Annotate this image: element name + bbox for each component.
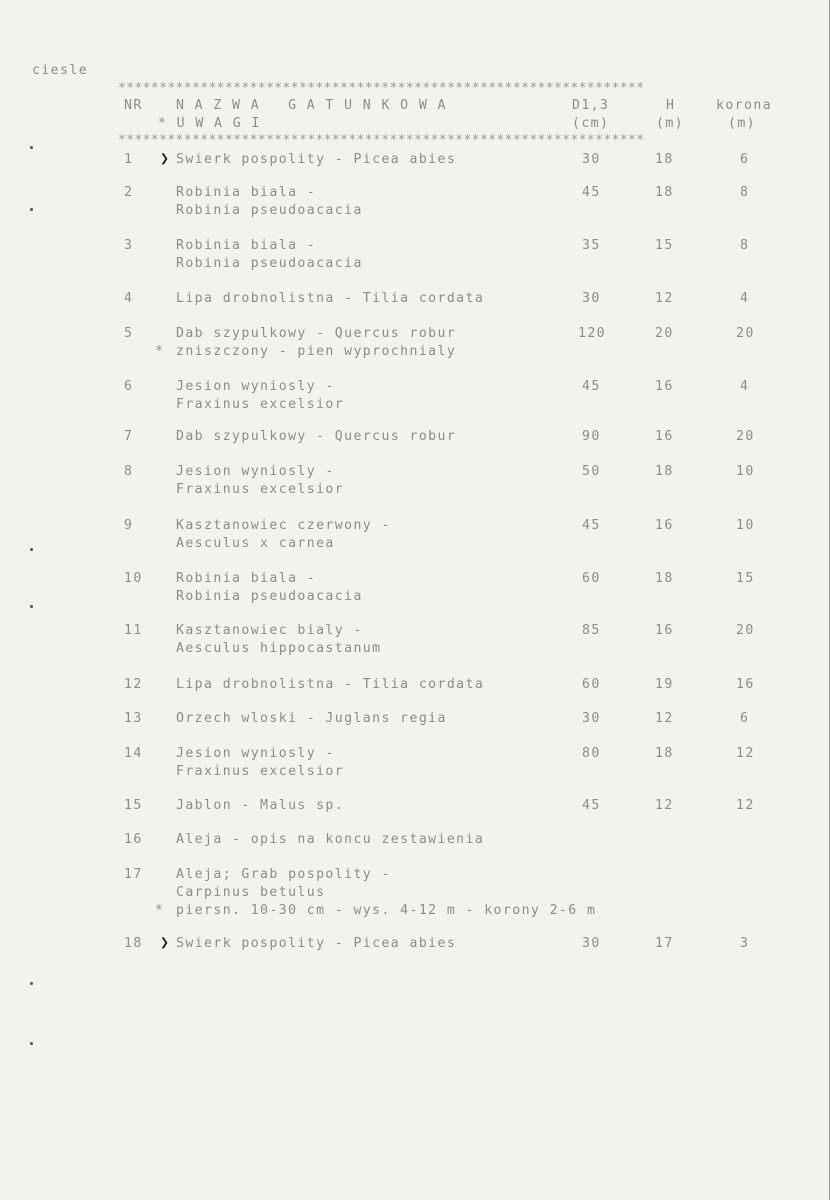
- row-number: 17: [124, 867, 143, 882]
- column-d13-unit: (cm): [572, 116, 610, 131]
- species-latin-name: Robinia pseudoacacia: [176, 589, 363, 604]
- table-row: [0, 428, 830, 468]
- row-number: 4: [124, 291, 134, 306]
- trunk-diameter: 45: [582, 798, 601, 813]
- species-latin-name: Fraxinus excelsior: [176, 397, 345, 412]
- tree-height: 18: [655, 571, 674, 586]
- margin-mark: [30, 605, 33, 608]
- trunk-diameter: 90: [582, 429, 601, 444]
- crown-width: 6: [740, 711, 750, 726]
- header-word: ciesle: [32, 63, 89, 78]
- margin-mark: [30, 1042, 33, 1045]
- species-name: Robinia biala -: [176, 571, 317, 586]
- tree-height: 16: [655, 518, 674, 533]
- table-row: [0, 745, 830, 785]
- crown-width: 4: [740, 379, 750, 394]
- species-remark: piersn. 10-30 cm - wys. 4-12 m - korony 2-6 m: [176, 903, 597, 918]
- row-number: 13: [124, 711, 143, 726]
- arrow-mark-icon: ❯: [160, 933, 170, 951]
- tree-height: 18: [655, 464, 674, 479]
- column-d13: D1,3: [572, 98, 610, 113]
- remark-marker: *: [155, 344, 165, 359]
- tree-height: 18: [655, 185, 674, 200]
- separator-header: ****************************************************************: [118, 133, 645, 148]
- separator-top: ****************************************************************: [118, 81, 645, 96]
- margin-mark: [30, 208, 33, 211]
- row-number: 8: [124, 464, 134, 479]
- crown-width: 10: [736, 464, 755, 479]
- species-latin-name: zniszczony - pien wyprochnialy: [176, 344, 457, 359]
- column-crown: korona: [716, 98, 773, 113]
- trunk-diameter: 45: [582, 379, 601, 394]
- species-name: Dab szypulkowy - Quercus robur: [176, 429, 457, 444]
- crown-width: 8: [740, 238, 750, 253]
- column-nr: NR: [124, 98, 143, 113]
- crown-width: 20: [736, 429, 755, 444]
- table-row: [0, 710, 830, 750]
- species-name: Lipa drobnolistna - Tilia cordata: [176, 677, 485, 692]
- row-number: 2: [124, 185, 134, 200]
- crown-width: 16: [736, 677, 755, 692]
- trunk-diameter: 45: [582, 518, 601, 533]
- row-number: 11: [124, 623, 143, 638]
- species-latin-name: Aesculus hippocastanum: [176, 641, 382, 656]
- tree-height: 12: [655, 711, 674, 726]
- species-latin-name: Fraxinus excelsior: [176, 482, 345, 497]
- species-name: Robinia biala -: [176, 238, 317, 253]
- crown-width: 8: [740, 185, 750, 200]
- crown-width: 20: [736, 326, 755, 341]
- tree-height: 15: [655, 238, 674, 253]
- margin-mark: [30, 982, 33, 985]
- tree-height: 16: [655, 623, 674, 638]
- trunk-diameter: 30: [582, 711, 601, 726]
- trunk-diameter: 30: [582, 291, 601, 306]
- species-latin-name: Carpinus betulus: [176, 885, 326, 900]
- trunk-diameter: 60: [582, 677, 601, 692]
- row-number: 5: [124, 326, 134, 341]
- tree-height: 12: [655, 798, 674, 813]
- row-number: 10: [124, 571, 143, 586]
- tree-height: 18: [655, 152, 674, 167]
- trunk-diameter: 30: [582, 936, 601, 951]
- tree-height: 17: [655, 936, 674, 951]
- species-name: Dab szypulkowy - Quercus robur: [176, 326, 457, 341]
- tree-height: 12: [655, 291, 674, 306]
- arrow-mark-icon: ❯: [160, 149, 170, 167]
- crown-width: 20: [736, 623, 755, 638]
- table-row: [0, 325, 830, 365]
- row-number: 18: [124, 936, 143, 951]
- crown-width: 15: [736, 571, 755, 586]
- species-name: Orzech wloski - Juglans regia: [176, 711, 447, 726]
- column-remarks: * U W A G I: [158, 116, 261, 131]
- species-latin-name: Aesculus x carnea: [176, 536, 335, 551]
- row-number: 16: [124, 832, 143, 847]
- species-name: Kasztanowiec bialy -: [176, 623, 363, 638]
- table-row: [0, 935, 830, 975]
- species-name: Jesion wyniosly -: [176, 464, 335, 479]
- species-name: Robinia biala -: [176, 185, 317, 200]
- crown-width: 10: [736, 518, 755, 533]
- table-row: [0, 463, 830, 503]
- tree-height: 20: [655, 326, 674, 341]
- row-number: 3: [124, 238, 134, 253]
- tree-height: 16: [655, 429, 674, 444]
- table-row: [0, 831, 830, 871]
- species-name: Kasztanowiec czerwony -: [176, 518, 391, 533]
- column-name: N A Z W A G A T U N K O W A: [176, 98, 447, 113]
- table-row: [0, 290, 830, 330]
- trunk-diameter: 45: [582, 185, 601, 200]
- crown-width: 4: [740, 291, 750, 306]
- table-row: [0, 517, 830, 557]
- table-row: [0, 622, 830, 662]
- species-name: Swierk pospolity - Picea abies: [176, 152, 457, 167]
- crown-width: 6: [740, 152, 750, 167]
- column-crown-unit: (m): [728, 116, 757, 131]
- trunk-diameter: 35: [582, 238, 601, 253]
- species-name: Aleja; Grab pospolity -: [176, 867, 391, 882]
- trunk-diameter: 50: [582, 464, 601, 479]
- row-number: 6: [124, 379, 134, 394]
- species-latin-name: Fraxinus excelsior: [176, 764, 345, 779]
- trunk-diameter: 120: [578, 326, 607, 341]
- table-row: [0, 866, 830, 918]
- column-h-unit: (m): [656, 116, 685, 131]
- row-number: 15: [124, 798, 143, 813]
- row-number: 9: [124, 518, 134, 533]
- crown-width: 12: [736, 746, 755, 761]
- trunk-diameter: 80: [582, 746, 601, 761]
- species-latin-name: Robinia pseudoacacia: [176, 203, 363, 218]
- species-name: Aleja - opis na koncu zestawienia: [176, 832, 485, 847]
- trunk-diameter: 30: [582, 152, 601, 167]
- species-name: Lipa drobnolistna - Tilia cordata: [176, 291, 485, 306]
- species-name: Jesion wyniosly -: [176, 746, 335, 761]
- trunk-diameter: 60: [582, 571, 601, 586]
- trunk-diameter: 85: [582, 623, 601, 638]
- row-number: 12: [124, 677, 143, 692]
- tree-height: 19: [655, 677, 674, 692]
- row-number: 14: [124, 746, 143, 761]
- tree-height: 16: [655, 379, 674, 394]
- table-row: [0, 570, 830, 610]
- species-latin-name: Robinia pseudoacacia: [176, 256, 363, 271]
- table-row: [0, 184, 830, 224]
- crown-width: 12: [736, 798, 755, 813]
- table-row: [0, 378, 830, 418]
- species-name: Jablon - Malus sp.: [176, 798, 345, 813]
- margin-mark: [30, 548, 33, 551]
- row-number: 7: [124, 429, 134, 444]
- species-name: Swierk pospolity - Picea abies: [176, 936, 457, 951]
- row-number: 1: [124, 152, 134, 167]
- crown-width: 3: [740, 936, 750, 951]
- species-name: Jesion wyniosly -: [176, 379, 335, 394]
- margin-mark: [30, 146, 33, 149]
- table-row: [0, 237, 830, 277]
- tree-height: 18: [655, 746, 674, 761]
- column-h: H: [666, 98, 676, 113]
- remark-marker: *: [155, 903, 165, 918]
